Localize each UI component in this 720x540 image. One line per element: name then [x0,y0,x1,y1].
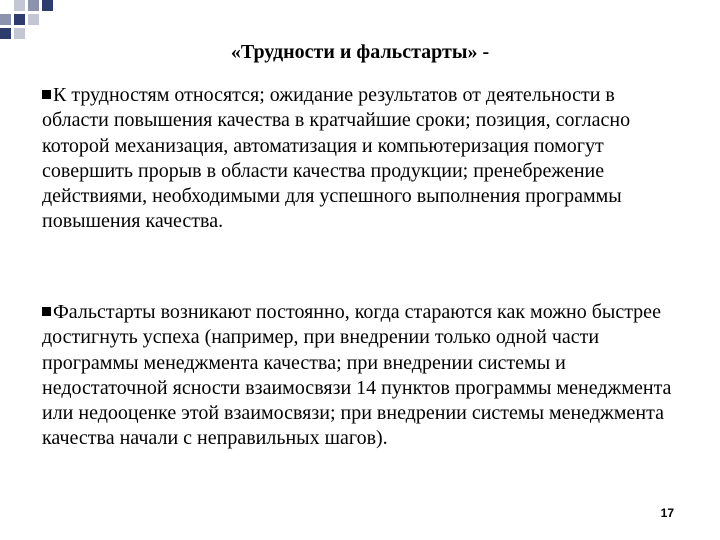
corner-square [14,14,25,25]
paragraph-difficulties [42,83,682,235]
corner-square [28,0,39,11]
paragraph-false-starts [42,300,682,452]
slide-title: «Трудности и фальстарты» - [230,41,490,63]
square-bullet-icon [42,307,51,316]
corner-square [42,0,53,11]
corner-square [14,0,25,11]
paragraph-text: К трудностям относятся; ожидание результатов от деятельности в области повышения качества в кратчайшие сроки; позиция, согласно которой механизация, автоматизация и компьютеризация помогут совершить прорыв в области качества продукции; пренебрежение действиями, необходимыми для успешного выполнения программы повышения качества. [42,84,631,233]
paragraph-text: Фальстарты возникают постоянно, когда стараются как можно быстрее достигнуть успеха (например, при внедрении только одной части программы менеджмента качества; при внедрении системы и недостаточной ясности взаимосвязи 14 пунктов программы менеджмента или недооценке этой взаимосвязи; при внедрении системы менеджмента качества начали с неправильных шагов). [42,301,672,450]
corner-square [14,28,25,39]
corner-square [28,14,39,25]
page-number: 17 [660,506,674,520]
corner-square [0,14,11,25]
square-bullet-icon [42,90,51,99]
corner-square [0,28,11,39]
